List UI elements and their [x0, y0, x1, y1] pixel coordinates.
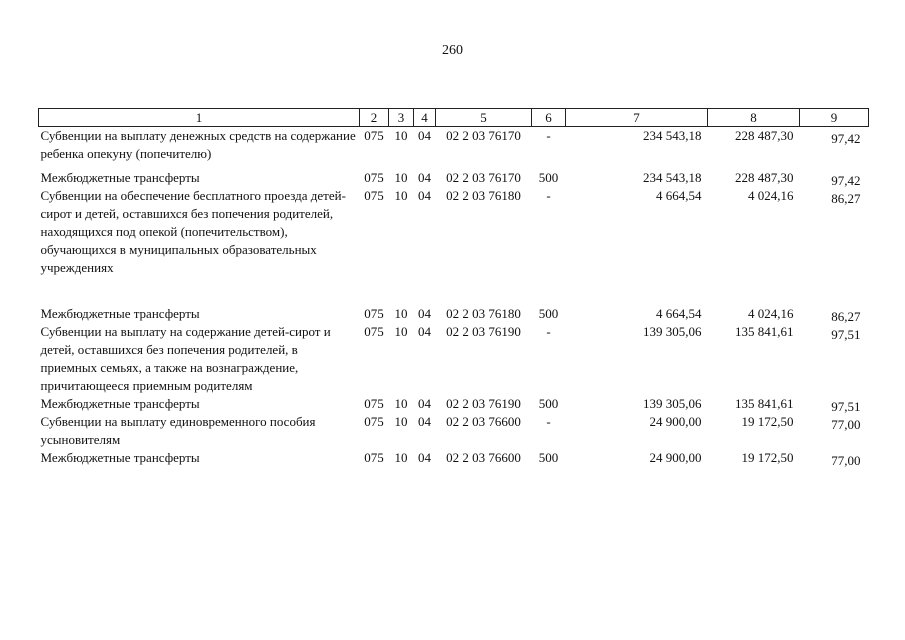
row-code-ministry: 075: [364, 324, 384, 339]
row-code-section: 10: [394, 170, 408, 185]
row-code-expense-type: -: [546, 188, 551, 203]
row-value-8: 228 487,30: [735, 128, 794, 143]
row-percent: 77,00: [831, 453, 861, 468]
row-code-subsection: 04: [418, 414, 431, 429]
row-code-ministry: 075: [364, 414, 384, 429]
row-code-section: 10: [394, 188, 408, 203]
row-code-subsection: 04: [418, 324, 431, 339]
row-percent: 97,51: [831, 399, 861, 414]
table-row: [39, 163, 869, 187]
row-name: Межбюджетные трансферты: [40, 450, 200, 465]
row-code-expense-type: -: [546, 324, 551, 339]
table-row: [39, 277, 869, 323]
row-value-7: 4 664,54: [656, 188, 702, 203]
row-name: Межбюджетные трансферты: [40, 306, 200, 321]
row-percent: 97,51: [831, 327, 861, 342]
row-code-section: 10: [394, 450, 408, 465]
row-code-ministry: 075: [364, 450, 384, 465]
row-code-subsection: 04: [418, 306, 431, 321]
row-name: Межбюджетные трансферты: [40, 396, 200, 411]
column-header: 6: [532, 109, 566, 127]
row-name: Субвенции на выплату единовременного пособия усыновителям: [40, 414, 316, 447]
row-code-target: 02 2 03 76180: [446, 188, 521, 203]
row-code-subsection: 04: [418, 396, 431, 411]
row-percent: 97,42: [831, 173, 861, 188]
table-row: [39, 187, 869, 277]
row-code-subsection: 04: [418, 450, 431, 465]
row-code-expense-type: 500: [538, 396, 559, 411]
row-name: Субвенции на обеспечение бесплатного проезда детей-сирот и детей, оставшихся без попечения родителей, находящихся под опекой (попечительством), обучающихся в муниципальных образовательных учреждениях: [40, 188, 346, 275]
column-header: 4: [414, 109, 436, 127]
table-row: [39, 413, 869, 449]
row-value-8: 19 172,50: [741, 450, 794, 465]
row-value-8: 135 841,61: [735, 324, 794, 339]
table-header-row: [39, 109, 869, 127]
row-value-8: 4 024,16: [748, 188, 794, 203]
row-value-7: 4 664,54: [656, 306, 702, 321]
page-number: 260: [442, 43, 463, 58]
row-code-subsection: 04: [418, 188, 431, 203]
budget-table: [38, 108, 869, 467]
row-code-subsection: 04: [418, 170, 431, 185]
row-code-expense-type: -: [546, 128, 551, 143]
row-code-section: 10: [394, 414, 408, 429]
row-value-8: 135 841,61: [735, 396, 794, 411]
row-name: Межбюджетные трансферты: [40, 170, 200, 185]
row-value-8: 19 172,50: [741, 414, 794, 429]
row-value-8: 4 024,16: [748, 306, 794, 321]
row-code-ministry: 075: [364, 396, 384, 411]
column-header: 7: [566, 109, 708, 127]
column-header: 3: [389, 109, 414, 127]
column-header: 8: [708, 109, 800, 127]
row-code-target: 02 2 03 76600: [446, 450, 521, 465]
row-code-expense-type: 500: [538, 450, 559, 465]
row-code-section: 10: [394, 306, 408, 321]
table-row: [39, 449, 869, 467]
table-row: [39, 395, 869, 413]
row-percent: 86,27: [831, 309, 861, 324]
row-value-7: 139 305,06: [643, 324, 702, 339]
row-code-expense-type: 500: [538, 170, 559, 185]
table-row: [39, 127, 869, 164]
column-header: 2: [360, 109, 389, 127]
column-header: 1: [39, 109, 360, 127]
row-code-subsection: 04: [418, 128, 431, 143]
row-code-target: 02 2 03 76170: [446, 128, 521, 143]
row-code-target: 02 2 03 76170: [446, 170, 521, 185]
row-value-7: 24 900,00: [649, 414, 702, 429]
row-code-ministry: 075: [364, 128, 384, 143]
row-code-ministry: 075: [364, 170, 384, 185]
column-header: 9: [800, 109, 869, 127]
row-code-target: 02 2 03 76180: [446, 306, 521, 321]
column-header: 5: [436, 109, 532, 127]
row-value-8: 228 487,30: [735, 170, 794, 185]
row-value-7: 234 543,18: [643, 128, 702, 143]
row-percent: 77,00: [831, 417, 861, 432]
row-code-expense-type: 500: [538, 306, 559, 321]
row-value-7: 234 543,18: [643, 170, 702, 185]
row-code-section: 10: [394, 324, 408, 339]
row-code-target: 02 2 03 76600: [446, 414, 521, 429]
table-row: [39, 323, 869, 395]
row-code-target: 02 2 03 76190: [446, 396, 521, 411]
row-code-expense-type: -: [546, 414, 551, 429]
row-code-ministry: 075: [364, 188, 384, 203]
row-code-section: 10: [394, 396, 408, 411]
row-percent: 86,27: [831, 191, 861, 206]
row-name: Субвенции на выплату денежных средств на содержание ребенка опекуну (попечителю): [40, 128, 356, 161]
row-percent: 97,42: [831, 131, 861, 146]
row-code-target: 02 2 03 76190: [446, 324, 521, 339]
row-value-7: 24 900,00: [649, 450, 702, 465]
row-value-7: 139 305,06: [643, 396, 702, 411]
row-code-ministry: 075: [364, 306, 384, 321]
row-name: Субвенции на выплату на содержание детей-сирот и детей, оставшихся без попечения родителей, в приемных семьях, а также на вознаграждение, причитающееся приемным родителям: [40, 324, 331, 393]
row-code-section: 10: [394, 128, 408, 143]
